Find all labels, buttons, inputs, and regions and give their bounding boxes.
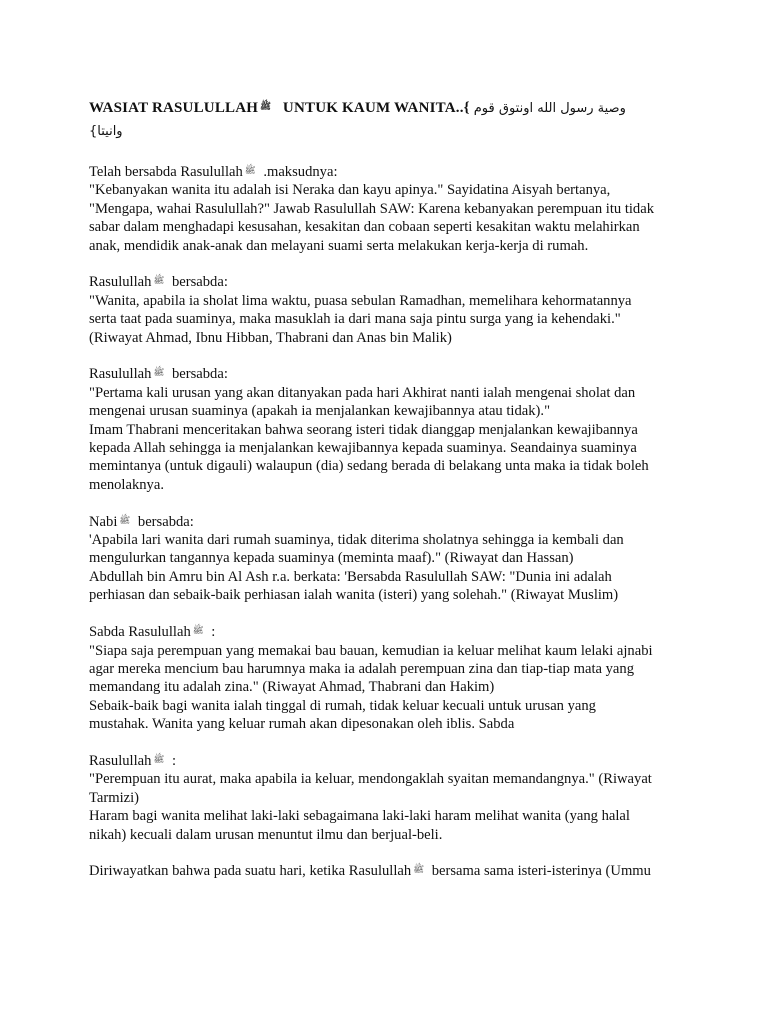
paragraph-line: Tarmizi) [89,789,140,806]
paragraph-heading [89,273,689,291]
heading-text: Rasulullah [89,274,152,291]
paragraph-line: Imam Thabrani menceritakan bahwa seorang isteri tidak dianggap menjalankan kewajibannya [89,421,638,438]
paragraph-line: mengenai urusan suaminya (apakah ia menjalankan kewajibannya atau tidak)." [89,403,551,420]
paragraph-line: "Kebanyakan wanita itu adalah isi Neraka dan kayu apinya." Sayidatina Aisyah bertanya, [89,182,611,199]
paragraph-line: kepada Allah sehingga ia menjalankan kewajibannya kepada suaminya. Seandainya suaminya [89,440,637,457]
heading-text: Nabi [89,513,118,530]
saw-honorific-icon: ﷺ [153,276,165,287]
heading-text: Sabda Rasulullah [89,624,191,641]
saw-honorific-icon: ﷺ [153,368,165,379]
paragraph-line: Sebaik-baik bagi wanita ialah tinggal di rumah, tidak keluar kecuali untuk urusan yang [89,697,596,714]
saw-honorific-icon: ﷺ [192,626,204,637]
heading-suffix: : [207,624,216,641]
paragraph-heading [89,752,689,770]
paragraph-line: serta taat pada suaminya, maka masuklah ia dari mana saja pintu surga yang ia kehendaki." [89,311,621,328]
paragraph-line: memandang itu adalah zina." (Riwayat Ahmad, Thabrani dan Hakim) [89,679,495,696]
saw-honorific-icon: ﷺ [244,166,256,176]
heading-text: Rasulullah [89,366,152,383]
document-page [89,97,689,899]
title-line-1 [89,97,689,120]
paragraph-heading [89,365,689,383]
paragraph-line: anak, mendidik anak-anak dan melayani suami serta melakukan kerja-kerja di rumah. [89,237,589,254]
paragraph-block [89,752,689,844]
paragraph-block [89,365,689,494]
saw-honorific-icon: ﷺ [119,515,131,526]
document-body [89,163,689,881]
heading-text: Diriwayatkan bahwa pada suatu hari, ketika Rasulullah [89,863,412,880]
title-arabic: وصية رسول الله اونتوق قوم [473,101,626,116]
paragraph-heading [89,862,689,880]
title-line-2 [89,120,689,143]
paragraph-line: "Pertama kali urusan yang akan ditanyakan pada hari Akhirat nanti ialah mengenai sholat dan [89,384,636,401]
paragraph-line: mengulurkan tangannya kepada suaminya (meminta maaf)." (Riwayat dan Hassan) [89,550,574,567]
saw-honorific-icon: ﷺ [153,754,165,765]
paragraph-block [89,273,689,347]
paragraph-line: Abdullah bin Amru bin Al Ash r.a. berkata: 'Bersabda Rasulullah SAW: "Dunia ini adalah [89,568,612,585]
paragraph-line: perhiasan dan sebaik-baik perhiasan ialah wanita (isteri) yang solehah." (Riwayat Muslim) [89,587,619,604]
saw-honorific-icon: ﷺ [413,865,425,876]
paragraph-block [89,623,689,733]
saw-honorific-icon: ﷺ [260,102,272,112]
paragraph-line: memintanya (untuk digauli) walaupun (dia) sedang berada di belakang unta maka ia tidak boleh [89,458,649,475]
paragraph-block [89,513,689,605]
heading-text: Rasulullah [89,752,152,769]
paragraph-line: (Riwayat Ahmad, Ibnu Hibban, Thabrani dan Anas bin Malik) [89,329,452,346]
paragraph-line: "Perempuan itu aurat, maka apabila ia keluar, mendongaklah syaitan memandangnya." (Riwayat [89,771,652,788]
heading-text: Telah bersabda Rasulullah [89,164,243,180]
heading-suffix: : [168,752,177,769]
heading-suffix: bersabda: [168,274,228,291]
heading-suffix: bersama sama isteri-isterinya (Ummu [428,863,651,880]
paragraph-line: Haram bagi wanita melihat laki-laki sebagaimana laki-laki haram melihat wanita (yang halal [89,808,630,825]
paragraph-line: 'Apabila lari wanita dari rumah suaminya, tidak diterima sholatnya sehingga ia kembali dan [89,532,624,549]
title-latin: WASIAT RASULULLAH [89,100,259,116]
paragraph-block [89,163,689,255]
paragraph-line: mustahak. Wanita yang keluar rumah akan dipesonakan oleh iblis. Sabda [89,716,515,733]
paragraph-line: nikah) kecuali dalam urusan menuntut ilmu dan berjual-beli. [89,826,443,843]
paragraph-line: agar mereka mencium bau harumnya maka ia adalah perempuan zina dan tiap-tiap mata yang [89,660,634,677]
paragraph-heading [89,623,689,641]
document-title [89,97,689,143]
heading-suffix: .maksudnya: [259,164,338,180]
paragraph-line: "Siapa saja perempuan yang memakai bau bauan, kemudian ia keluar melihat kaum lelaki ajnabi [89,642,653,659]
heading-suffix: bersabda: [134,513,194,530]
paragraph-heading [89,163,689,181]
paragraph-line: menolaknya. [89,476,164,493]
paragraph-block [89,862,689,880]
paragraph-line: "Mengapa, wahai Rasulullah?" Jawab Rasulullah SAW: Karena kebanyakan perempuan itu tidak [89,200,654,217]
heading-suffix: bersabda: [168,366,228,383]
paragraph-heading [89,513,689,531]
paragraph-line: "Wanita, apabila ia sholat lima waktu, puasa sebulan Ramadhan, memelihara kehormatannya [89,292,632,309]
paragraph-line: sabar dalam menghadapi kesusahan, kesakitan dan cobaan seperti kesakitan waktu melahirkan [89,219,640,236]
title-mid: UNTUK KAUM WANITA..{ [282,100,470,116]
title-arabic-line2: وانيتا} [89,124,123,139]
